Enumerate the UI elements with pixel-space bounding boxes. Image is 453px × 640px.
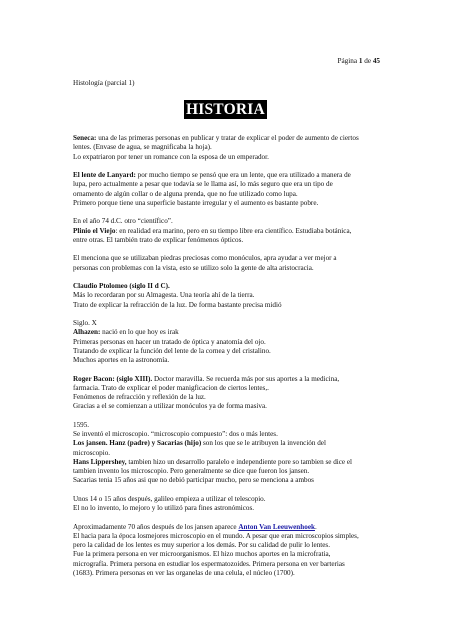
bacon-name: Roger Bacon: (siglo XIII). xyxy=(73,374,153,383)
alhazen-century: Siglo. X xyxy=(73,319,97,327)
paragraph-seneca xyxy=(73,134,381,162)
plinio-text: : en realidad era marino, pero en su tiempo libre era científico. Estudiaba botánica, xyxy=(115,226,352,235)
seneca-line: lentes. (Envase de agua, se magnificaba la hoja). xyxy=(73,143,212,152)
page-number xyxy=(337,57,380,65)
jansen-line: tambien invento los microscopio. Pero generalmente se dice que fueron los jansen. xyxy=(73,467,310,475)
paragraph-leeuwenhoek xyxy=(73,523,381,579)
bacon-line: Gracias a el se comienzan a utilizar monóculos ya de forma masiva. xyxy=(73,402,267,411)
plinio-line: En el año 74 d.C. otro “científico”. xyxy=(73,217,173,226)
page-current: 1 xyxy=(358,57,363,65)
paragraph-plinio xyxy=(73,217,381,245)
page-of: de xyxy=(362,57,373,65)
seneca-name: Seneca: xyxy=(73,134,97,142)
leeuwenhoek-line: pero la calidad de los lentes es muy superior a los demás. Por su calidad de pulir lo lentes. xyxy=(73,541,330,549)
leeuwenhoek-line: El hacia para la época losmejores microscopio en el mundo. A pesar que eran microscopios simples, xyxy=(73,531,359,540)
jansen-line: Se inventó el microscopio. “microscopio compuesto”: dos o más lentes. xyxy=(73,430,278,438)
ptolomeo-line: Trato de explicar la refracción de la luz. De forma bastante precisa midió xyxy=(73,300,282,309)
paragraph-ptolomeo xyxy=(73,282,381,310)
galileo-line: Unos 14 o 15 años después, galileo empieza a utilizar el telescopio. xyxy=(73,494,266,503)
leeuwenhoek-line: (1683). Primera personas en ver las organelas de una celula, el núcleo (1700). xyxy=(73,568,295,577)
bacon-line: Fenómenos de refracción y reflexión de la luz. xyxy=(73,393,206,401)
jansen-line: Sacarias tenia 15 años asi que no debió participar mucho, pero se menciona a ambos xyxy=(73,476,314,485)
seneca-text: una de las primeras personas en publicar y tratar de explicar el poder de aumento de ciertos xyxy=(96,134,359,142)
paragraph-galileo xyxy=(73,495,381,514)
lippershey-name: Hans Lippershey, xyxy=(73,457,127,466)
alhazen-text: nació en lo que hoy es irak xyxy=(100,328,179,337)
alhazen-name: Alhazen: xyxy=(73,328,101,337)
lanyard-line: ornamento de algún collar o de alguna prenda, que no fue utilizado como lupa. xyxy=(73,189,298,198)
page-number-prefix: Página xyxy=(337,57,359,65)
piedras-line: El menciona que se utilizaban piedras preciosas como monóculos, apra ayudar a ver mejor a xyxy=(73,254,337,263)
page-total: 45 xyxy=(372,57,380,65)
paragraph-lanyard xyxy=(73,171,381,208)
jansen-text: tambien hizo un desarrollo paralelo e independiente pore so tambien se dice el xyxy=(126,457,353,466)
leeuwenhoek-link[interactable]: Anton Van Leeuwenhoek xyxy=(238,522,315,531)
alhazen-line: Tratando de explicar la función del lente de la cornea y del cristalino. xyxy=(73,346,271,355)
bacon-text: Doctor maravilla. Se recuerda más por sus aportes a la medicina, xyxy=(152,374,340,383)
ptolomeo-line: Más lo recordaran por su Almagesta. Una teoría ahí de la tierra. xyxy=(73,291,255,300)
galileo-line: El no lo invento, lo mejoro y lo utilizó para fines astronómicos. xyxy=(73,504,255,512)
leeuwenhoek-line: Fue la primera persona en ver microorganismos. El hizo muchos aportes en la microfratia, xyxy=(73,550,331,559)
plinio-line: entre otras. El también trato de explicar fenómenos ópticos. xyxy=(73,235,244,244)
seneca-line: Lo expatriaron por tener un romance con la esposa de un emperador. xyxy=(73,152,269,161)
lanyard-line: Primero porque tiene una superficie bastante irregular y el aumento es bastante pobre. xyxy=(73,198,319,207)
lanyard-line: lupa, pero actualmente a pesar que todavía se le llama así, lo más seguro que era un tipo de xyxy=(73,180,333,189)
piedras-line: personas con problemas con la vista, esto se utilizo solo la gente de alta aristocracia. xyxy=(73,263,314,272)
leeuwenhoek-text: . xyxy=(314,522,317,531)
paragraph-piedras xyxy=(73,254,381,273)
lanyard-text: por mucho tiempo se pensó que era un lente, que era utilizado a manera de xyxy=(135,171,351,179)
jansen-line: microscopio. xyxy=(73,448,111,457)
bacon-line: farmacia. Trato de explicar el poder manigficacion de ciertos lentes,. xyxy=(73,383,269,392)
alhazen-line: Primeras personas en hacer un tratado de óptica y anatomía del ojo. xyxy=(73,337,266,346)
ptolomeo-name: Claudio Ptolomeo (siglo II d C). xyxy=(73,282,170,290)
plinio-name: Plinio el Viejo xyxy=(73,226,116,235)
jansen-year: 1595. xyxy=(73,420,90,429)
jansen-name: Los jansen. Hanz (padre) y Sacarias (hijo) xyxy=(73,439,202,448)
lanyard-name: El lente de Lanyard: xyxy=(73,171,136,179)
paragraph-bacon xyxy=(73,375,381,412)
jansen-text: son los que se le atribuyen la invención del xyxy=(201,439,326,448)
document-subtitle: Histología (parcial 1) xyxy=(73,79,135,87)
leeuwenhoek-line: micrografía. Primera persona en estudiar los espermatozoides. Primera persona en ver barterias xyxy=(73,559,345,568)
paragraph-alhazen xyxy=(73,319,381,365)
document-title: HISTORIA xyxy=(186,101,265,118)
document-body xyxy=(73,134,381,587)
alhazen-line: Muchos aportes en la astronomía. xyxy=(73,356,170,364)
leeuwenhoek-text: Aproximadamente 70 años después de los jansen aparece xyxy=(73,522,239,531)
paragraph-jansen xyxy=(73,421,381,486)
